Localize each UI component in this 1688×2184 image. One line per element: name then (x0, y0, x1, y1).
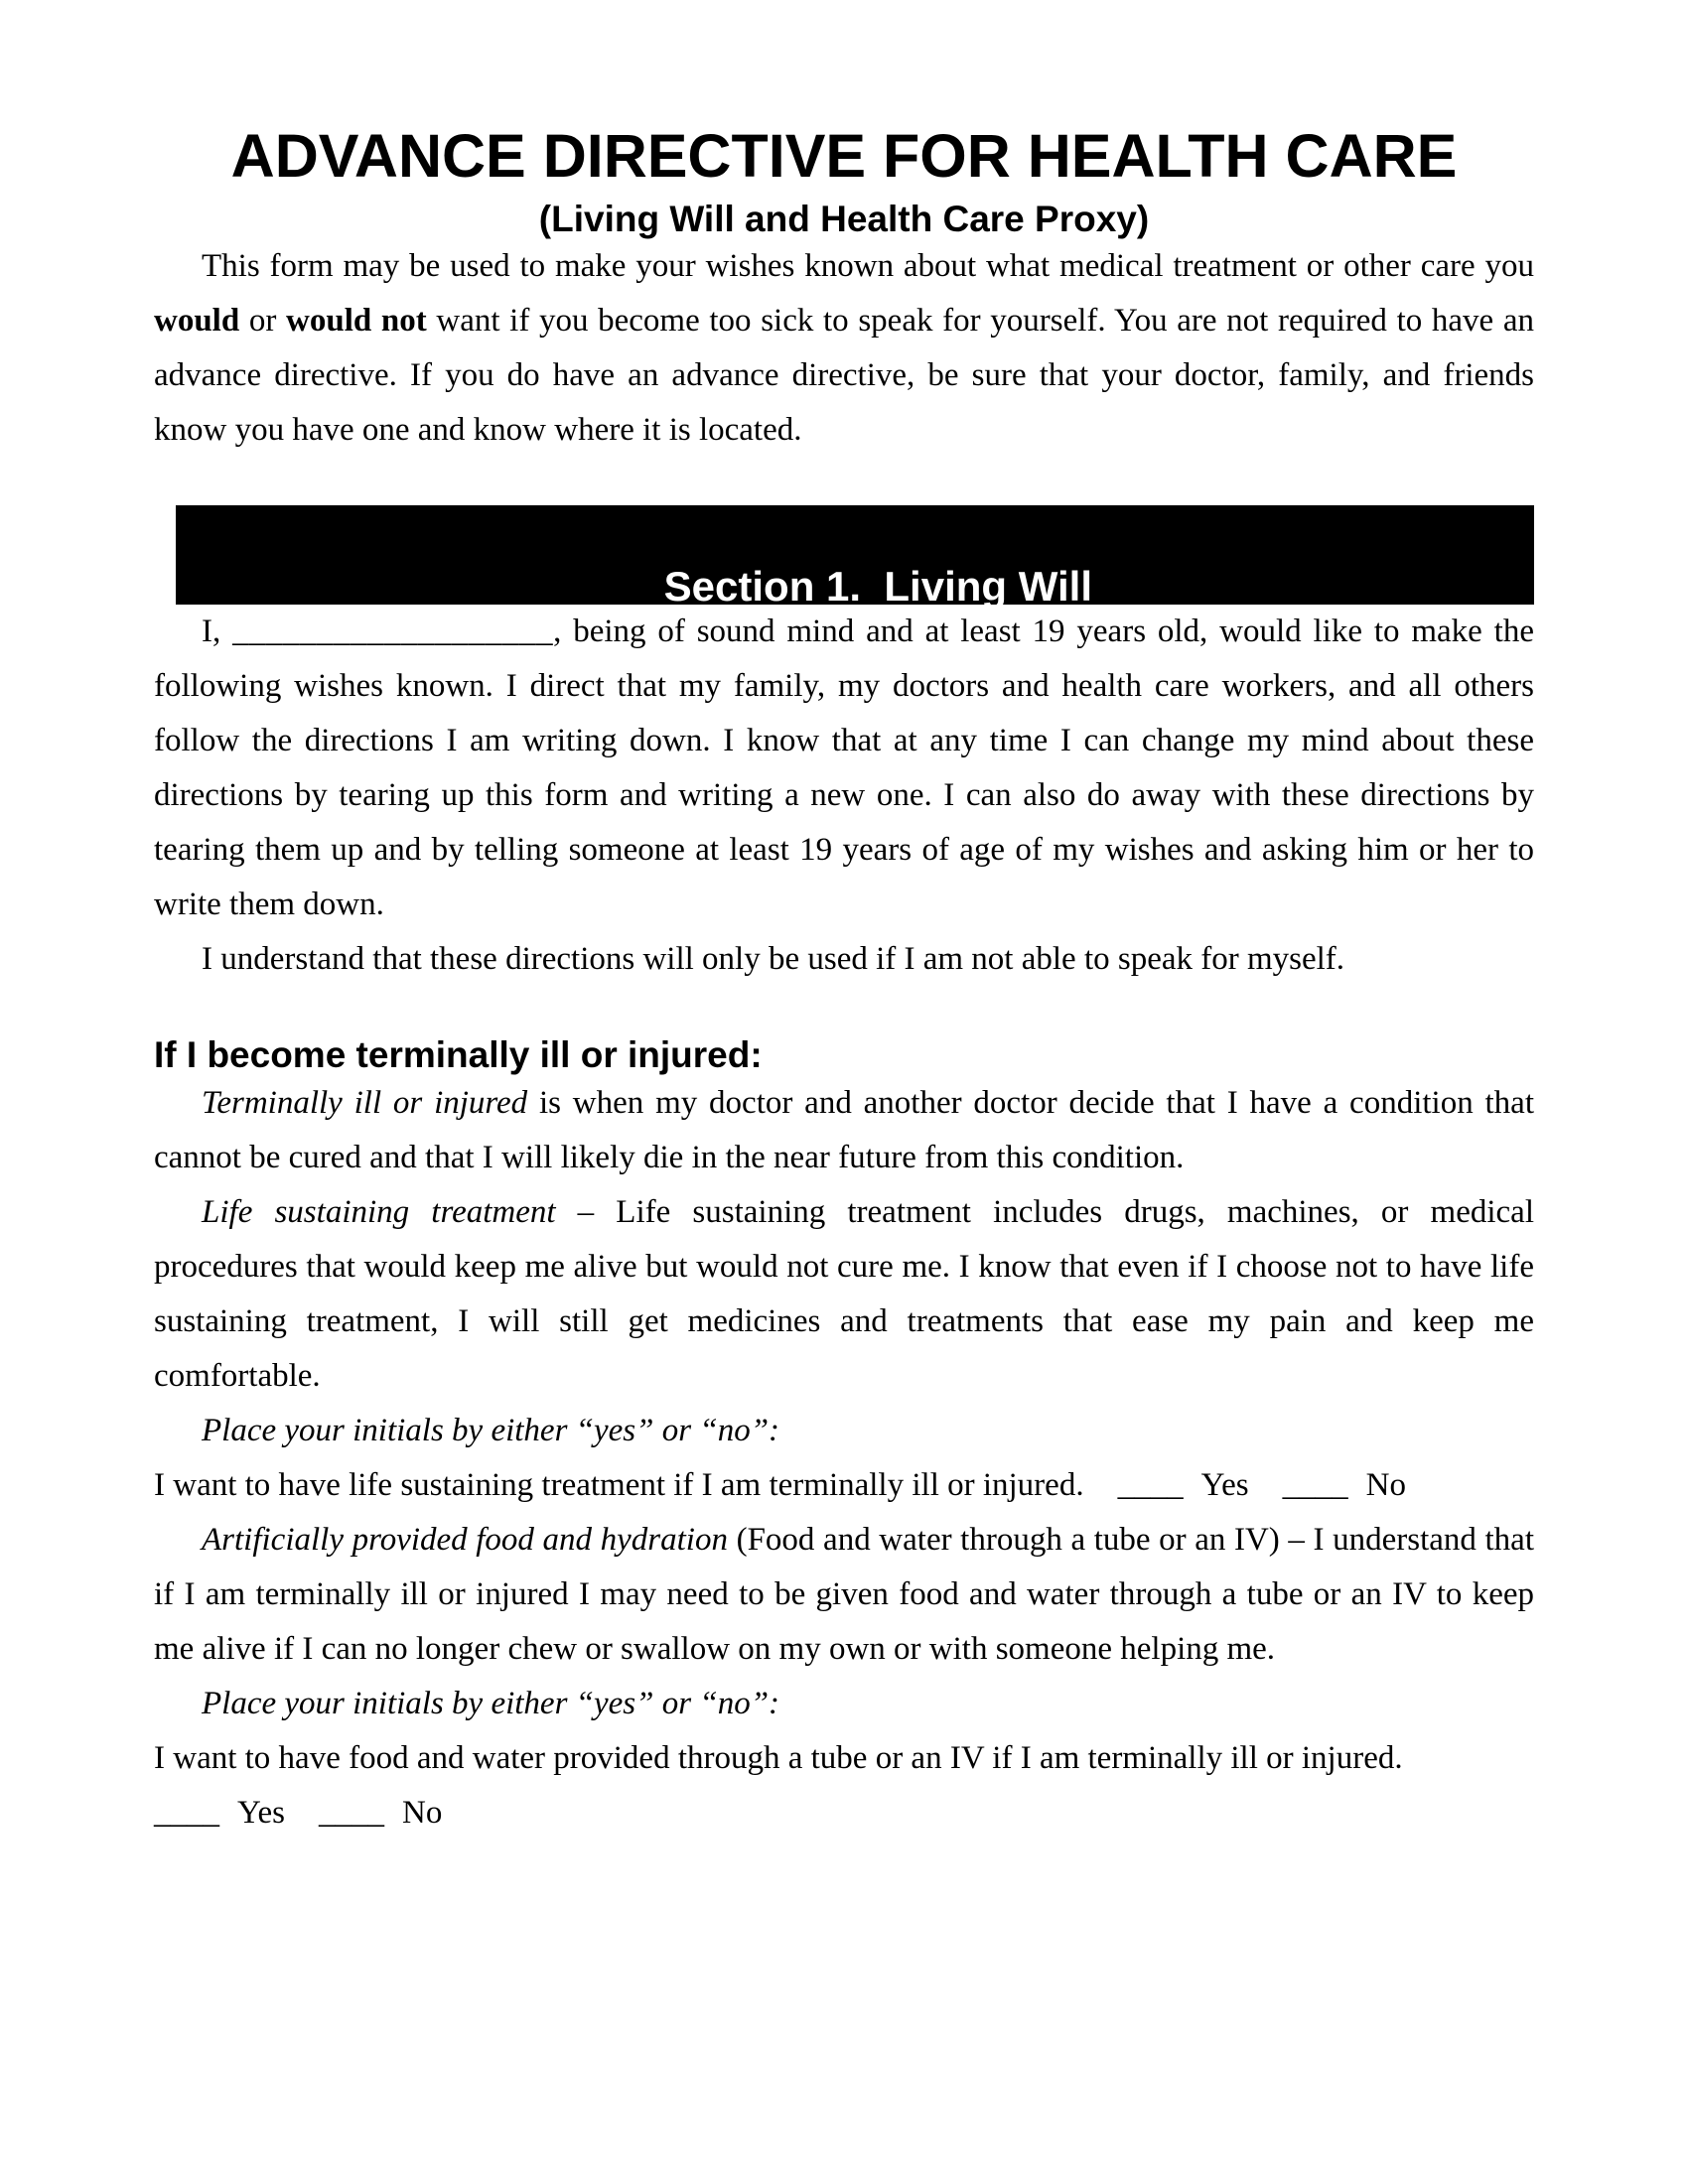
food-water-yes-label: Yes (237, 1795, 286, 1831)
life-sustaining-question-line (154, 1458, 1534, 1513)
text-segment: Life sustaining treatment (202, 1194, 556, 1230)
text-segment: (Food and water through a tube or an IV) – I understand that if I am terminally ill or injured I may need to be given food and water through a tube or an IV to keep me alive if I can no longer chew or swallow on my own or with someone helping me. (154, 1522, 1534, 1667)
text-segment: Terminally ill or injured (202, 1085, 528, 1121)
food-water-answer-line (154, 1786, 1534, 1841)
text-segment: would (154, 303, 240, 339)
text-segment: want if you become too sick to speak for yourself. You are not required to have an advance directive. If you do have an advance directive, be sure that your doctor, family, and friends know you have one and know where it is located. (154, 303, 1534, 448)
section-1-header-label: Section 1. Living Will (663, 563, 1093, 610)
text-segment: would not (286, 303, 427, 339)
life-sustaining-yes-blank[interactable]: ____ (1117, 1467, 1184, 1503)
text-segment: This form may be used to make your wishes known about what medical treatment or other care you (202, 248, 1534, 284)
food-water-yes-blank[interactable]: ____ (154, 1795, 219, 1831)
declarant-name-blank[interactable]: ___________________ (232, 614, 554, 649)
terminally-ill-definition (154, 1076, 1534, 1185)
life-sustaining-question-text: I want to have life sustaining treatment if I am terminally ill or injured. (154, 1467, 1084, 1503)
terminally-ill-heading: If I become terminally ill or injured: (154, 1034, 763, 1075)
section-1-header (176, 505, 1534, 610)
life-sustaining-no-label: No (1365, 1467, 1406, 1503)
initials-prompt-2: Place your initials by either “yes” or “no”: (202, 1686, 780, 1721)
life-sustaining-definition (154, 1185, 1534, 1404)
document-title: ADVANCE DIRECTIVE FOR HEALTH CARE (230, 122, 1458, 190)
life-sustaining-yes-label: Yes (1200, 1467, 1249, 1503)
text-segment: is when my doctor and another doctor decide that I have a condition that cannot be cured and that I will likely die in the near future from this condition. (154, 1085, 1534, 1175)
life-sustaining-no-blank[interactable]: ____ (1282, 1467, 1348, 1503)
text-segment: I, (202, 614, 233, 649)
food-water-no-blank[interactable]: ____ (319, 1795, 385, 1831)
text-segment: , being of sound mind and at least 19 years old, would like to make the following wishes known. I direct that my family, my doctors and health care workers, and all others follow the directions I am writing down. I know that at any time I can change my mind about these directions by tearing up this form and writing a new one. I can also do away with these directions by tearing them up and by telling someone at least 19 years of age of my wishes and asking him or her to write them down. (154, 614, 1534, 922)
intro-paragraph (154, 239, 1534, 458)
text-segment: Artificially provided food and hydration (202, 1522, 728, 1558)
living-will-paragraph (154, 605, 1534, 932)
text-segment: or (239, 303, 287, 339)
food-water-question-text: I want to have food and water provided through a tube or an IV if I am terminally ill or injured. (154, 1740, 1403, 1776)
text-segment: – Life sustaining treatment includes drugs, machines, or medical procedures that would keep me alive but would not cure me. I know that even if I choose not to have life sustaining treatment, I will still get medicines and treatments that ease my pain and keep me comfortable. (154, 1194, 1534, 1394)
food-water-no-label: No (402, 1795, 443, 1831)
document-subtitle: (Living Will and Health Care Proxy) (538, 199, 1150, 239)
food-hydration-definition (154, 1513, 1534, 1677)
initials-prompt-1: Place your initials by either “yes” or “no”: (202, 1413, 780, 1448)
understand-statement: I understand that these directions will only be used if I am not able to speak for myself. (202, 941, 1345, 977)
